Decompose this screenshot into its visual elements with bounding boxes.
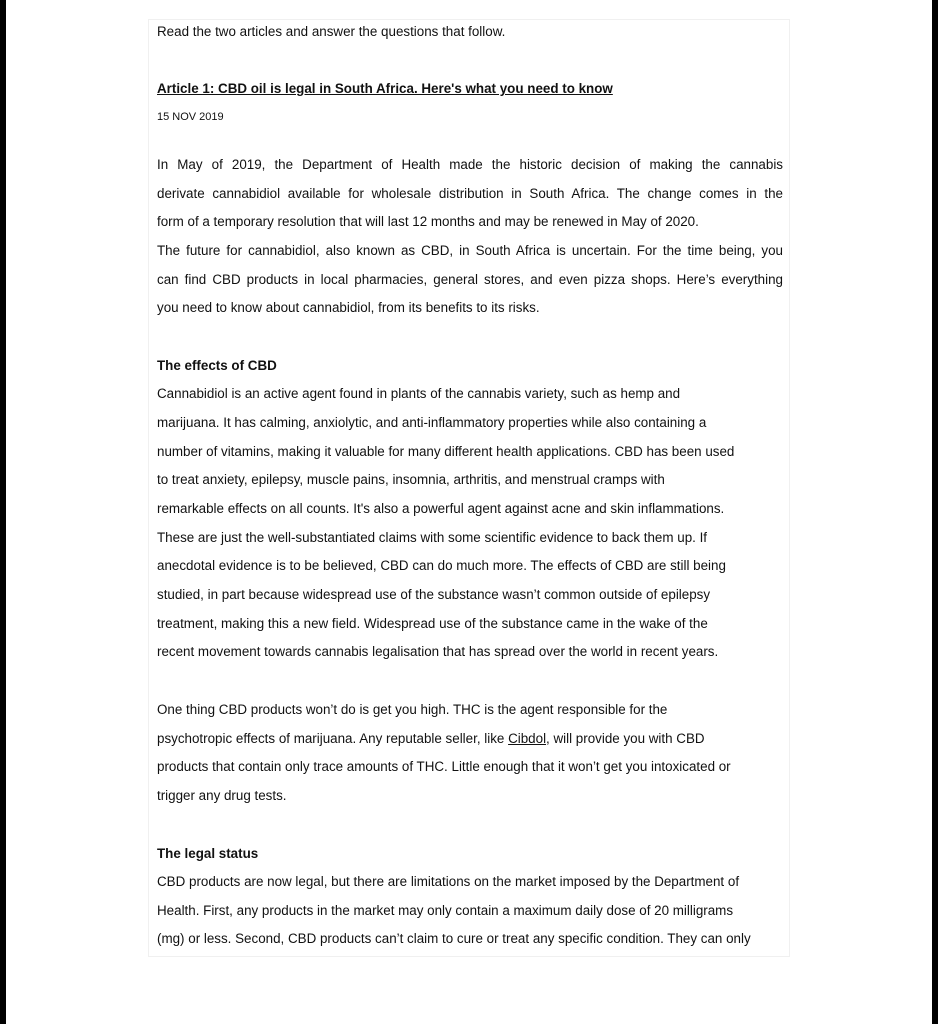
cibdol-link[interactable]: Cibdol bbox=[508, 731, 547, 746]
intro-line: form of a temporary resolution that will last 12 months and may be renewed in May of 2020. bbox=[157, 214, 699, 229]
intro-line: you need to know about cannabidiol, from its benefits to its risks. bbox=[157, 300, 540, 315]
intro-line: derivate cannabidiol available for wholesale distribution in South Africa. The change comes in the bbox=[157, 186, 783, 201]
thc-line: trigger any drug tests. bbox=[157, 788, 287, 803]
effects-line: recent movement towards cannabis legalisation that has spread over the world in recent years. bbox=[157, 644, 719, 659]
legal-line: (mg) or less. Second, CBD products can’t claim to cure or treat any specific condition. They can only bbox=[157, 931, 751, 946]
intro-line: In May of 2019, the Department of Health made the historic decision of making the cannabis bbox=[157, 157, 783, 172]
article-date: 15 NOV 2019 bbox=[157, 111, 224, 123]
effects-line: These are just the well-substantiated claims with some scientific evidence to back them up. If bbox=[157, 530, 708, 545]
legal-heading: The legal status bbox=[157, 846, 259, 861]
legal-line: Health. First, any products in the market may only contain a maximum daily dose of 20 milligrams bbox=[157, 903, 734, 918]
effects-line: studied, in part because widespread use of the substance wasn’t common outside of epilepsy bbox=[157, 587, 711, 602]
thc-line: products that contain only trace amounts of THC. Little enough that it won’t get you intoxicated or bbox=[157, 759, 731, 774]
intro-line: The future for cannabidiol, also known as CBD, in South Africa is uncertain. For the time being, you bbox=[157, 243, 783, 258]
effects-heading: The effects of CBD bbox=[157, 358, 277, 373]
effects-line: number of vitamins, making it valuable for many different health applications. CBD has been used bbox=[157, 444, 735, 459]
thc-line-with-link bbox=[157, 730, 705, 748]
left-edge-shadow bbox=[0, 0, 6, 1024]
article-title: Article 1: CBD oil is legal in South Africa. Here's what you need to know bbox=[157, 81, 613, 96]
effects-line: treatment, making this a new field. Widespread use of the substance came in the wake of the bbox=[157, 616, 708, 631]
effects-line: Cannabidiol is an active agent found in plants of the cannabis variety, such as hemp and bbox=[157, 386, 681, 401]
effects-line: remarkable effects on all counts. It's also a powerful agent against acne and skin inflammations. bbox=[157, 501, 725, 516]
document-page bbox=[148, 19, 790, 957]
effects-line: anecdotal evidence is to be believed, CBD can do much more. The effects of CBD are still being bbox=[157, 558, 726, 573]
legal-line: CBD products are now legal, but there are limitations on the market imposed by the Department of bbox=[157, 874, 740, 889]
thc-line-prefix: psychotropic effects of marijuana. Any reputable seller, like bbox=[157, 731, 509, 746]
effects-line: to treat anxiety, epilepsy, muscle pains, insomnia, arthritis, and menstrual cramps with bbox=[157, 472, 665, 487]
right-edge-shadow bbox=[932, 0, 938, 1024]
thc-line-suffix: , will provide you with CBD bbox=[546, 731, 705, 746]
instruction-text: Read the two articles and answer the questions that follow. bbox=[157, 24, 506, 39]
intro-line: can find CBD products in local pharmacies, general stores, and even pizza shops. Here’s everything bbox=[157, 272, 783, 287]
thc-line: One thing CBD products won’t do is get you high. THC is the agent responsible for the bbox=[157, 702, 668, 717]
effects-line: marijuana. It has calming, anxiolytic, and anti-inflammatory properties while also containing a bbox=[157, 415, 707, 430]
